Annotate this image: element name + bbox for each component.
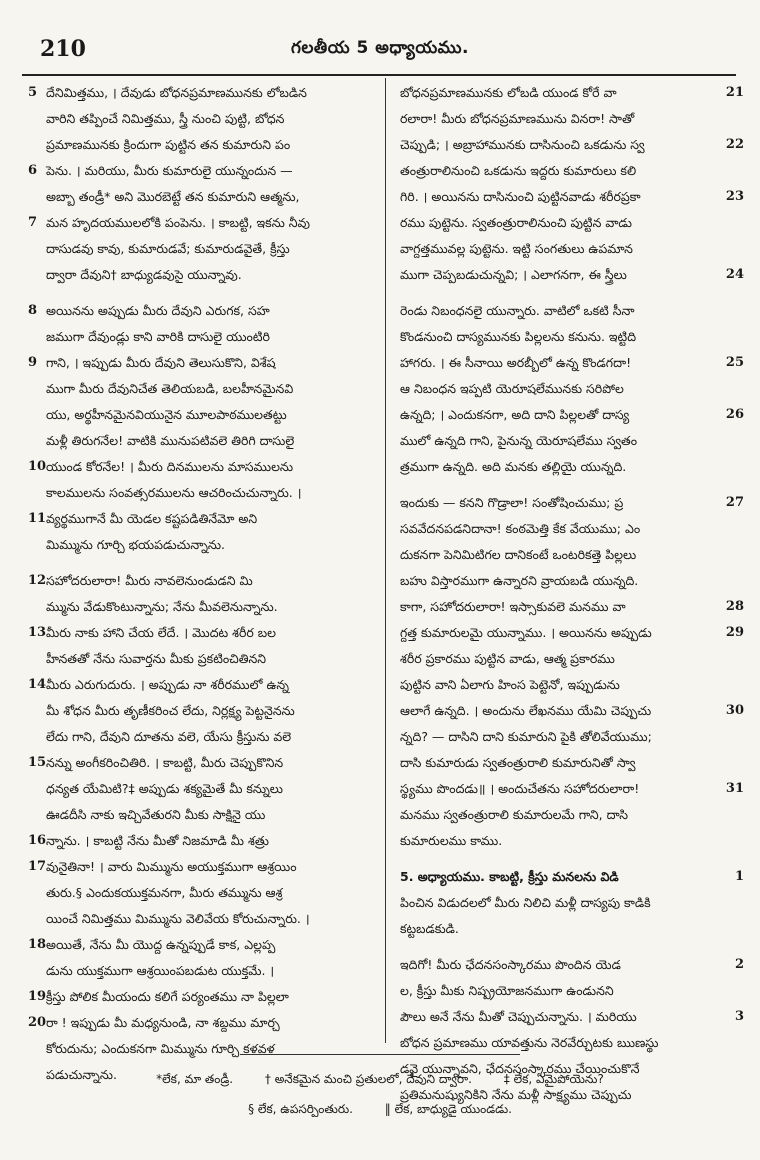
line-text: అయితే, నేను మీ యొద్ద ఉన్నప్పుడే కాక, ఎల్లప్ప [46, 937, 276, 952]
text-line [394, 236, 744, 262]
text-line [394, 298, 744, 324]
text-line [28, 646, 378, 672]
footnote: § లేక, ఉపసర్పింతురు. [248, 1102, 353, 1116]
verse-number: 11 [28, 511, 47, 526]
text-line [394, 262, 744, 288]
verse-number: 13 [28, 625, 47, 640]
text-line [394, 890, 744, 916]
line-text: ఆ నిబంధన ఇప్పటి యెరూషలేమునకు సరిపోల [400, 381, 624, 396]
text-line [28, 776, 378, 802]
line-text: న్నాను. । కాబట్టి నేను మీతో నిజమాడి మీ శత్రు [46, 833, 269, 848]
text-line [28, 958, 378, 984]
footnote: ‖ లేక, బాధ్యుడై యుండడు. [384, 1102, 512, 1116]
line-text: వునైతినా! । వారు మిమ్మును అయుక్తముగా ఆశ్రయిం [46, 859, 297, 874]
line-text: పుట్టిన వాని ఏలాగు హింస పెట్టెనో, ఇప్పుడును [400, 677, 620, 692]
line-text: ఇదిగో! మీరు ఛేదనసంస్కారము పొందిన యెడ [400, 957, 621, 972]
verse-number: 17 [28, 859, 47, 874]
line-text: మీ శోధన మీరు తృణీకరించ లేదు, నిర్లక్ష్య పెట్టనైనను [46, 703, 295, 718]
line-text: మ్మును వేడుకొంటున్నాను; నేను మీవలెనున్నాను. [46, 599, 278, 614]
text-line [28, 80, 378, 106]
line-text: తురు.§ ఎందుకయుక్తమనగా, మీరు తమ్మును ఆశ్ర [46, 885, 283, 900]
text-line [28, 620, 378, 646]
line-text: వారిని తప్పించే నిమిత్తము, స్త్రీ నుంచి పుట్టి, బోధన [46, 111, 285, 126]
verse-number: 26 [725, 407, 744, 422]
header-rule [22, 74, 736, 76]
text-line [28, 880, 378, 906]
text-line [394, 620, 744, 646]
text-line [28, 376, 378, 402]
line-text: మిమ్మును గూర్చి భయపడుచున్నాను. [46, 537, 226, 552]
verse-number: 2 [734, 957, 744, 972]
verse-number: 31 [725, 781, 744, 796]
verse-number: 23 [725, 189, 744, 204]
footnote-rule [240, 1054, 520, 1055]
line-text: నన్ను అంగీకరించితిరి. । కాబట్టి, మీరు చెప్పుకొనిన [46, 755, 284, 770]
line-text: అయినను అప్పుడు మీరు దేవుని ఎరుగక, సహ [46, 303, 270, 318]
verse-number: 14 [28, 677, 47, 692]
text-line [394, 350, 744, 376]
text-line [394, 542, 744, 568]
line-text: ప్రమాణమునకు క్రిందుగా పుట్టిన తన కుమారుని పం [46, 137, 291, 152]
text-line [394, 454, 744, 480]
line-text: కొండనుంచి దాస్యమునకు పిల్లలను కనును. ఇట్టిది [400, 329, 637, 344]
verse-number: 6 [28, 163, 38, 178]
line-text: గ్దత్త కుమారులమై యున్నాము. । అయినను అప్పుడు [400, 625, 652, 640]
text-line [394, 132, 744, 158]
line-text: శరీర ప్రకారము పుట్టిన వాడు, ఆత్మ ప్రకారము [400, 651, 615, 666]
verse-number: 24 [725, 267, 744, 282]
line-text: రము పుట్టెను. స్వతంత్రురాలినుంచి పుట్టిన వాడు [400, 215, 632, 230]
verse-number: 16 [28, 833, 47, 848]
line-text: గిరి. । అయినను దాసినుంచి పుట్టినవాడు శరీరప్రకా [400, 189, 641, 204]
verse-number: 18 [28, 937, 47, 952]
text-line [28, 594, 378, 620]
line-text: స్థ్యము పొందడు॥ । అందుచేతను సహోదరులారా! [400, 781, 640, 796]
page-header [30, 32, 730, 72]
line-text: డును యుక్తముగా ఆశ్రయింపబడుట యుక్తమే. । [46, 963, 275, 978]
text-line [28, 184, 378, 210]
line-text: సహోదరులారా! మీరు నావలెనుండుడని మి [46, 573, 253, 588]
text-line [28, 828, 378, 854]
verse-number: 9 [28, 355, 38, 370]
verse-number: 3 [734, 1009, 744, 1024]
text-line [394, 750, 744, 776]
text-line [394, 698, 744, 724]
line-text: ఇందుకు — కనని గొడ్రాలా! సంతోషించుము; ప్ర [400, 495, 624, 510]
line-text: యుండ కోరనేల! । మీరు దినములను మాసములను [46, 459, 294, 474]
line-text: దుకనగా పెనిమిటిగల దానికంటే ఒంటరికత్తె పిల్లలు [400, 547, 637, 562]
line-text: కాలములను సంవత్సరములను ఆచరించుచున్నారు. । [46, 485, 302, 500]
line-text: హాగరు. । ఈ సీనాయి అరబ్బీలో ఉన్న కొండగదా! [400, 355, 632, 370]
text-line [28, 1010, 378, 1036]
text-line [394, 724, 744, 750]
line-text: తంత్రురాలినుంచి ఒకడును ఇద్దరు కుమారులు కలి [400, 163, 637, 178]
verse-number: 20 [28, 1015, 47, 1030]
line-text: ద్వారా దేవుని† బాధ్యుడవుసై యున్నావు. [46, 267, 242, 282]
page-number: 210 [40, 36, 86, 62]
text-line [394, 802, 744, 828]
text-line [28, 428, 378, 454]
text-line [394, 1004, 744, 1030]
line-text: దేనిమిత్తము, । దేవుడు బోధనప్రమాణమునకు లోబడిన [46, 85, 307, 100]
verse-number: 1 [734, 869, 744, 884]
verse-number: 10 [28, 459, 47, 474]
text-line [28, 158, 378, 184]
line-text: ముగా చెప్పబడుచున్నవి; । ఎలాగనగా, ఈ స్త్రీలు [400, 267, 627, 282]
text-line [28, 932, 378, 958]
verse-number: 8 [28, 303, 38, 318]
column-divider [385, 78, 386, 1043]
text-line [28, 1036, 378, 1062]
text-line [394, 952, 744, 978]
line-text: గాని, । ఇప్పుడు మీరు దేవుని తెలుసుకొని, విశేష [46, 355, 276, 370]
line-text: ములో ఉన్నది గాని, పైనున్న యెరూషలేము స్వతం [400, 433, 638, 448]
text-line [28, 672, 378, 698]
text-line [394, 568, 744, 594]
line-text: మీరు నాకు హాని చేయ లేదే. । మొదట శరీర బల [46, 625, 277, 640]
line-text: డవై యున్నావని, ఛేదనసంస్కారము చేయించుకొనే [400, 1061, 640, 1076]
text-line [28, 132, 378, 158]
line-text: బోధనప్రమాణమునకు లోబడి యుండ కోరే వా [400, 85, 617, 100]
text-line [28, 750, 378, 776]
verse-number: 22 [725, 137, 744, 152]
text-line [28, 724, 378, 750]
text-line [394, 776, 744, 802]
footnote: ‡ లేక, ఏమైపోయెను? [503, 1072, 604, 1086]
line-text: న్నది? — దాసిని దాని కుమారుని పైకి తోలివేయుము; [400, 729, 652, 744]
text-line [394, 158, 744, 184]
text-line [28, 906, 378, 932]
text-line [394, 428, 744, 454]
text-line [394, 978, 744, 1004]
line-text: పౌలు అనే నేను మీతో చెప్పుచున్నాను. । మరియు [400, 1009, 637, 1024]
line-text: కోరుదును; ఎందుకనగా మిమ్మును గూర్చి కళవళ [46, 1041, 275, 1056]
text-line [394, 672, 744, 698]
line-text: 5. అధ్యాయము. కాబట్టి, క్రీస్తు మనలను విడి [400, 869, 619, 884]
text-line [28, 324, 378, 350]
verse-number: 27 [725, 495, 744, 510]
line-text: ఆలాగే ఉన్నది. । అందును లేఖనము యేమి చెప్పుచు [400, 703, 652, 718]
line-text: మీరు ఎరుగుదురు. । అప్పుడు నా శరీరములో ఉన్న [46, 677, 289, 692]
line-text: ధన్యత యేమిటి?‡ అప్పుడు శక్యమైతే మీ కన్నులు [46, 781, 283, 796]
line-text: రా ! ఇప్పుడు మీ మధ్యనుండి, నా శబ్దము మార్చ [46, 1015, 280, 1030]
line-text: పెను. । మరియు, మీరు కుమారులై యున్నందున — [46, 163, 293, 178]
text-line [28, 210, 378, 236]
line-text: దాసి కుమారుడు స్వతంత్రురాలి కుమారునితో స్వా [400, 755, 636, 770]
verse-number: 25 [725, 355, 744, 370]
line-text: ఊడదీసి నాకు ఇచ్చివేతురని మీకు సాక్షినై యు [46, 807, 266, 822]
footnote: † అనేకమైన మంచి ప్రతులలో, దేవుని ద్వారా. [264, 1072, 472, 1086]
text-line [28, 480, 378, 506]
text-line [394, 402, 744, 428]
line-text: కుమారులము కాము. [400, 833, 503, 848]
text-line [394, 646, 744, 672]
text-line [394, 210, 744, 236]
footnote: *లేక, మా తండ్రీ. [156, 1072, 234, 1086]
line-text: మనము స్వతంత్రురాలి కుమారులమే గాని, దాసి [400, 807, 628, 822]
line-text: పించిన విడుదలలో మీరు నిలిచి మళ్లీ దాస్యపు కాడికి [400, 895, 651, 910]
text-line [28, 402, 378, 428]
line-text: కాగా, సహోదరులారా! ఇస్సాకువలె మనము వా [400, 599, 626, 614]
line-text: యు, అర్థహీనమైనవియునైన మూలపాఠములతట్టు [46, 407, 287, 422]
line-text: వ్యర్థముగానే మీ యెడల కష్టపడితినేమో అని [46, 511, 258, 526]
verse-number: 29 [725, 625, 744, 640]
verse-number: 7 [28, 215, 38, 230]
verse-number: 15 [28, 755, 47, 770]
text-line [28, 106, 378, 132]
text-line [394, 916, 744, 942]
text-line [394, 324, 744, 350]
line-text: క్రీస్తు పోలిక మీయందు కలిగే పర్యంతము నా పిల్లలా [46, 989, 289, 1004]
line-text: హీనతతో నేను సువార్తను మీకు ప్రకటించితినని [46, 651, 267, 666]
text-line [28, 698, 378, 724]
line-text: త్రముగా ఉన్నది. అది మనకు తల్లియై యున్నది. [400, 459, 627, 474]
line-text: పడుచున్నాను. [46, 1067, 117, 1082]
line-text: కట్టబడకుడి. [400, 921, 459, 936]
text-line [394, 594, 744, 620]
line-text: ముగా మీరు దేవునిచేత తెలియబడి, బలహీనమైనవి [46, 381, 294, 396]
line-text: రెండు నిబంధనలై యున్నారు. వాటిలో ఒకటి సీనా [400, 303, 635, 318]
running-title: గలతీయ 5 అధ్యాయము. [290, 38, 470, 58]
text-line [394, 490, 744, 516]
line-text: వాగ్దత్తమువల్ల పుట్టెను. ఇట్టి సంగతులు ఉపమాన [400, 241, 633, 256]
line-text: యించే నిమిత్తము మిమ్మును వెలివేయ కోరుచున్నారు. । [46, 911, 310, 926]
text-line [394, 184, 744, 210]
line-text: బహు విస్తారముగా ఉన్నారని వ్రాయబడి యున్నది. [400, 573, 639, 588]
text-line [28, 454, 378, 480]
text-line [394, 828, 744, 854]
line-text: దాసుడవు కావు, కుమారుడవే; కుమారుడవైతే, క్రీస్తు [46, 241, 290, 256]
line-text: రలారా! మీరు బోధనప్రమాణమును వినరా! సాతో [400, 111, 635, 126]
line-text: ఉన్నది; । ఎందుకనగా, అది దాని పిల్లలతో దాస్య [400, 407, 630, 422]
line-text: మళ్లీ తిరుగనేల! వాటికి మునుపటివలె తిరిగి దాసులై [46, 433, 295, 448]
line-text: మన హృదయములలోకి పంపెను. । కాబట్టి, ఇకను నీవు [46, 215, 311, 230]
verse-number: 30 [725, 703, 744, 718]
line-text: జముగా దేవుండ్లు కాని వారికి దాసులై యుంటిరి [46, 329, 270, 344]
line-text: అబ్బా తండ్రీ* అని మొరబెట్టే తన కుమారుని ఆత్మను, [46, 189, 300, 204]
text-line [28, 802, 378, 828]
line-text: లేదు గాని, దేవుని దూతను వలె, యేసు క్రీస్తును వలె [46, 729, 292, 744]
text-line [394, 106, 744, 132]
text-line [394, 376, 744, 402]
text-line [28, 350, 378, 376]
line-text: సవవేదనపడనిదానా! కంఠమెత్తి కేక వేయుము; ఎం [400, 521, 641, 536]
verse-number: 19 [28, 989, 47, 1004]
text-line [394, 864, 744, 890]
text-line [394, 516, 744, 542]
text-line [28, 854, 378, 880]
line-text: చెప్పుడి; । అబ్రాహామునకు దాసినుంచి ఒకడును స్వ [400, 137, 645, 152]
text-line [28, 984, 378, 1010]
line-text: బోధన ప్రమాణము యావత్తును నెరవేర్చుటకు ఋణస్థు [400, 1035, 659, 1050]
text-line [28, 532, 378, 558]
footnotes [40, 1064, 720, 1124]
line-text: ల, క్రీస్తు మీకు నిష్ప్రయోజనముగా ఉండునని [400, 983, 614, 998]
verse-number: 12 [28, 573, 47, 588]
text-line [28, 506, 378, 532]
verse-number: 21 [725, 85, 744, 100]
line-text: ప్రతిమనుష్యునికిని నేను మళ్లీ సాక్ష్యము చెప్పుచు [400, 1087, 632, 1102]
text-line [28, 236, 378, 262]
text-line [28, 568, 378, 594]
verse-number: 5 [28, 85, 38, 100]
text-line [394, 80, 744, 106]
text-line [28, 262, 378, 288]
text-line [28, 298, 378, 324]
text-line [394, 1030, 744, 1056]
verse-number: 28 [725, 599, 744, 614]
